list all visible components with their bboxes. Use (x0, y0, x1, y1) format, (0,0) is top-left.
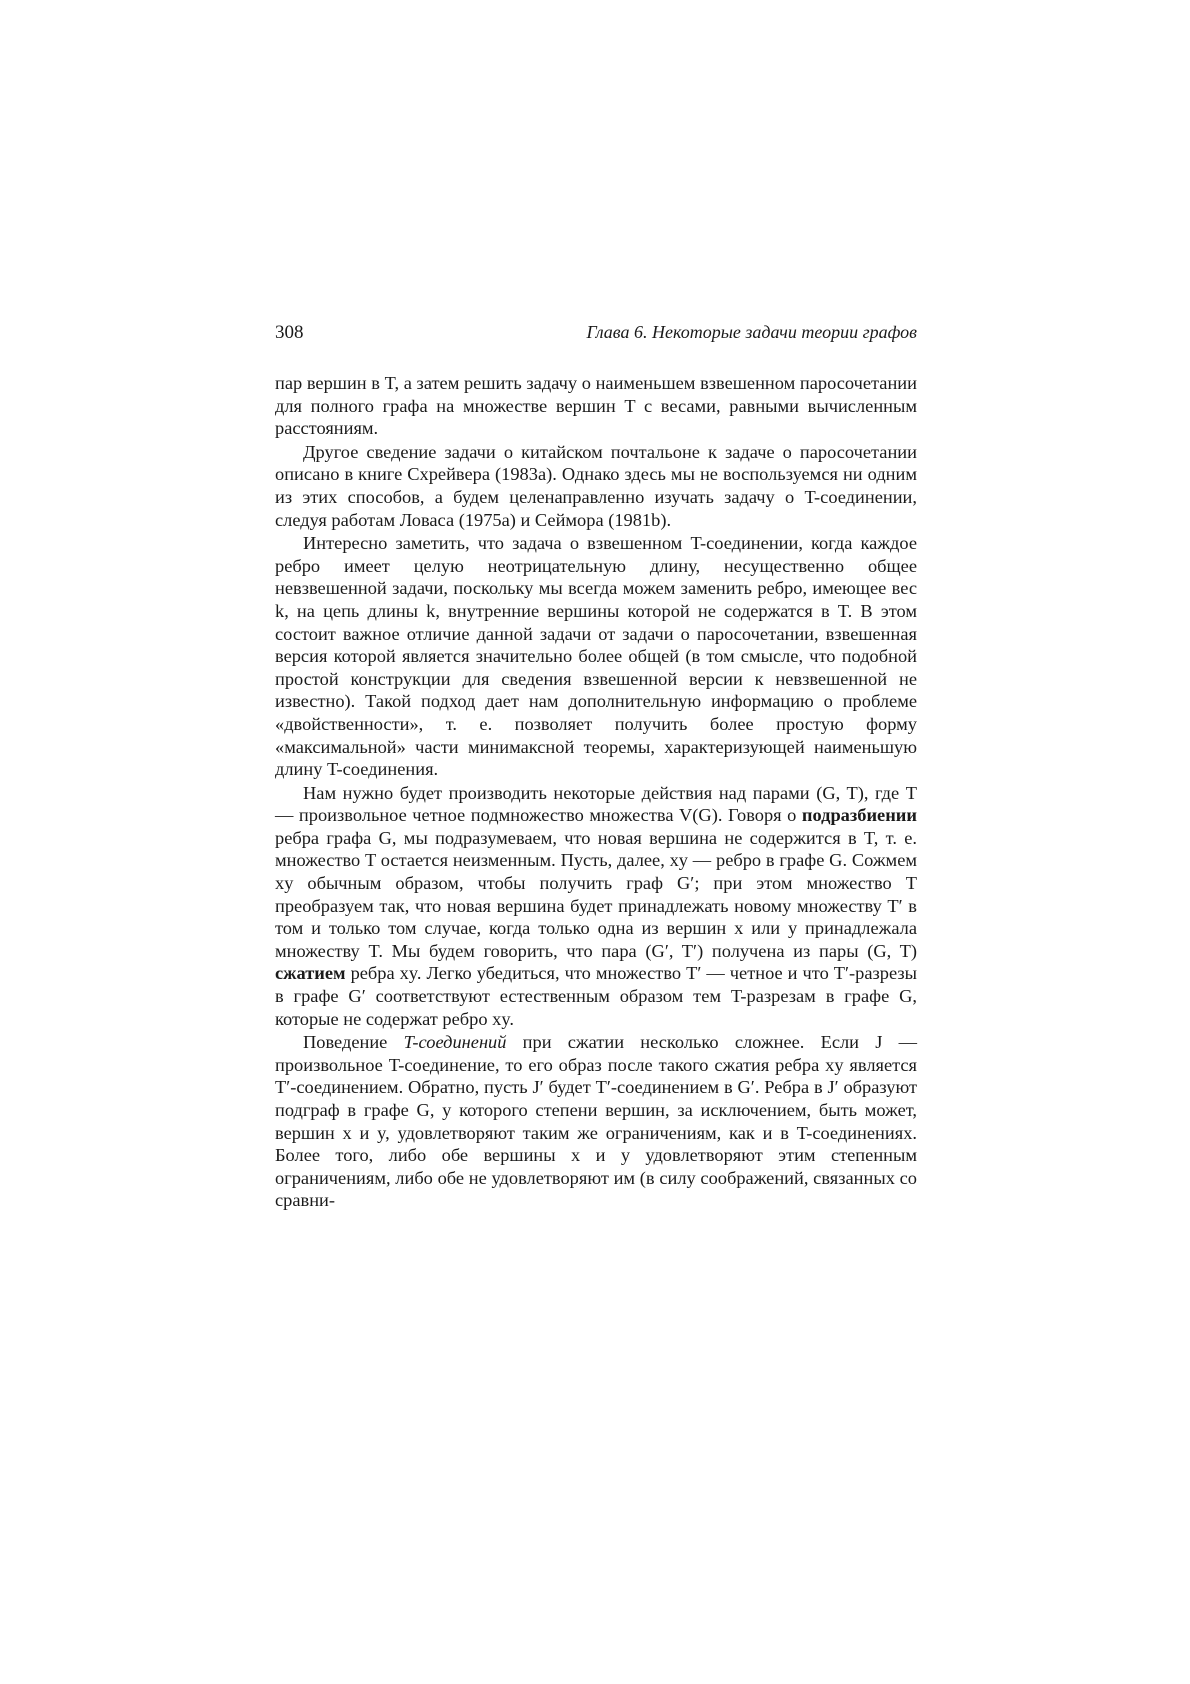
term-contraction: сжатием (275, 963, 346, 984)
chapter-title: Глава 6. Некоторые задачи теории графов (586, 322, 917, 342)
paragraph-4-part-2: ребра графа G, мы подразумеваем, что новая вершина не содержится в T, т. е. множество T остается неизменным. Пусть, далее, xy — ребро в графе G. Сожмем xy обычным образом, чтобы получить граф G′; при этом множество T преобразуем так, что новая вершина будет принадлежать новому множеству T′ в том и только том случае, когда только одна из вершин x или y принадлежала множеству T. Мы будем говорить, что пара (G′, T′) получена из пары (G, T) (275, 827, 917, 961)
paragraph-5-part-2: при сжатии несколько сложнее. Если J — произвольное T-соединение, то его образ после такого сжатия ребра xy является T′-соединением. Обратно, пусть J′ будет T′-соединением в G′. Ребра в J′ образуют подграф в графе G, у которого степени вершин, за исключением, быть может, вершин x и y, удовлетворяют таким же ограничениям, как и в T-соединениях. Более того, либо обе вершины x и y удовлетворяют этим степенным ограничениям, либо обе не удовлетворяют им (в силу соображений, связанных со сравни- (275, 1032, 917, 1211)
paragraph-5-part-1: Поведение (303, 1032, 404, 1053)
paragraph-1: пар вершин в T, а затем решить задачу о наименьшем взвешенном паросочетании для полного графа на множестве вершин T с весами, равными вычисленным расстояниям. (275, 373, 917, 439)
term-t-joins: T-соединений (403, 1032, 507, 1053)
paragraph-2: Другое сведение задачи о китайском почтальоне к задаче о паросочетании описано в книге Схрейвера (1983a). Однако здесь мы не воспользуемся ни одним из этих способов, а будем целенаправленно изучать задачу о T-соединении, следуя работам Ловаса (1975a) и Сеймора (1981b). (275, 441, 917, 530)
term-subdivision: подразбиении (801, 805, 917, 826)
page-number: 308 (275, 322, 304, 343)
paragraph-4 (275, 782, 917, 1031)
body-text (275, 372, 917, 1212)
paragraph-4-part-3: ребра xy. Легко убедиться, что множество T′ — четное и что T′-разрезы в графе G′ соответствуют естественным образом тем T-разрезам в графе G, которые не содержат ребро xy. (275, 963, 917, 1029)
paragraph-4-part-1: Нам нужно будет производить некоторые действия над парами (G, T), где T — произвольное четное подмножество множества V(G). Говоря о (275, 782, 917, 826)
paragraph-3: Интересно заметить, что задача о взвешенном T-соединении, когда каждое ребро имеет целую неотрицательную длину, несущественно общее невзвешенной задачи, поскольку мы всегда можем заменить ребро, имеющее вес k, на цепь длины k, внутренние вершины которой не содержатся в T. В этом состоит важное отличие данной задачи от задачи о паросочетании, взвешенная версия которой является значительно более общей (в том смысле, что подобной простой конструкции для сведения взвешенной версии к невзвешенной не известно). Такой подход дает нам дополнительную информацию о проблеме «двойственности», т. е. позволяет получить более простую форму «максимальной» части минимаксной теоремы, характеризующей наименьшую длину T-соединения. (275, 533, 917, 780)
book-page (275, 322, 917, 1212)
running-head (275, 322, 917, 352)
paragraph-5 (275, 1031, 917, 1212)
